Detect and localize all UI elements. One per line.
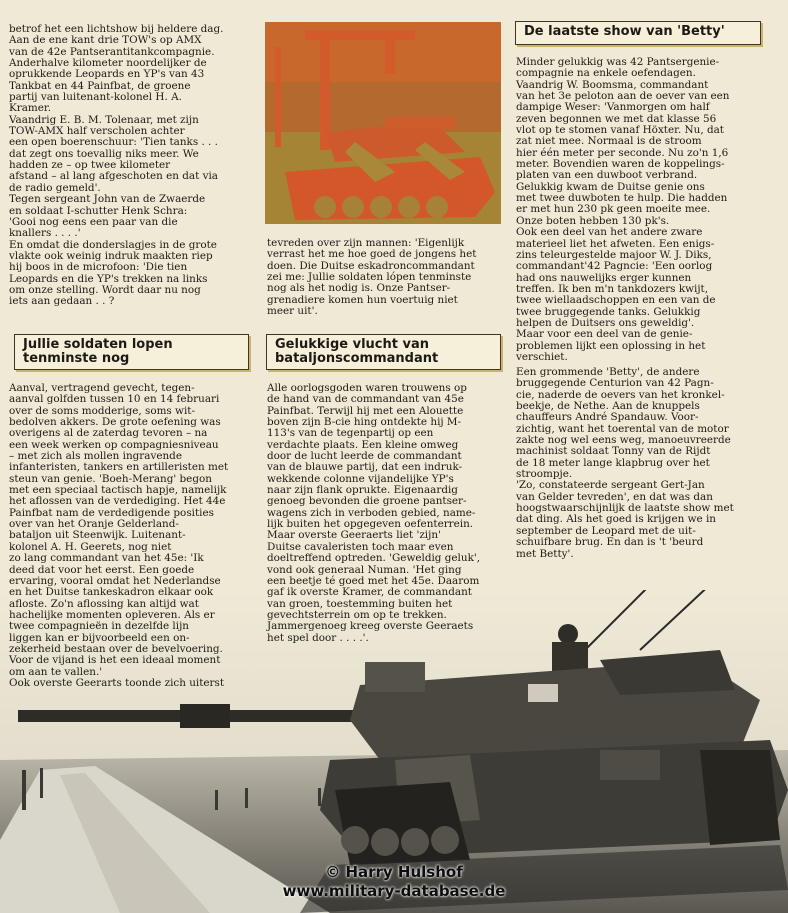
column-3-top-text: Minder gelukkig was 42 Pantsergenie- compagnie na enkele oefendagen. Vaandrig W. Boomsma, commandant van het 3e peloton aan de oever van een dampige Weser: 'Vanmorgen om half zeven begonnen we met dat klasse 56 vlot op te stomen vanaf Höxter. Nu, dat zat niet mee. Normaal is de stroom hier één meter per seconde. Nu zo'n 1,6 meter. Bovendien waren de koppelings- platen van een duwboot verbrand. Gelukkig kwam de Duitse genie ons met twee duwboten te hulp. Die hadden er met hun 230 pk geen moeite mee. Onze boten hebben 130 pk's. Ook een deel van het andere zware materieel liet het afweten. Een enigs- zins teleurgestelde majoor W. J. Diks, commandant'42 Pagncie: 'Een oorlog had ons nauwelijks erger kunnen treffen. Ik ben m'n tankdozers kwijt, twee wiellaadschoppen en een van de twee bruggegende tanks. Gelukkig helpen de Duitsers ons geweldig'. Maar voor een deel van de genie- problemen lijkt een oplossing in het verschiet. — [516, 56, 730, 363]
heading-betty-text: De laatste show van 'Betty' — [524, 24, 725, 39]
column-3-bottom-text: Een grommende 'Betty', de andere bruggegende Centurion van 42 Pagn- cie, naderde de oevers van het kronkel- beekje, de Nethe. Aan de knuppels chauffeurs André Spandauw. Voor- zichtig, want het toerental van de motor zakte nog wel eens weg, manoeuvreerde machinist soldaat Tonny van de Rijdt de 18 meter lange klapbrug over het stroompje. 'Zo, constateerde sergeant Gert-Jan van Gelder tevreden', en dat was dan hoogstwaarschijnlijk de laatste show met dat ding. Als het goed is krijgen we in september de Leopard met de uit- schuifbare brug. En dan is 't 'beurd met Betty'. — [516, 366, 734, 560]
column-2-top-text: tevreden over zijn mannen: 'Eigenlijk verrast het me hoe goed de jongens het doen. Die Duitse eskadroncommandant zei me: Jullie soldaten lópen tenminste nog als het nodig is. Onze Pantser- grenadiere komen hun voertuig niet meer uit'. — [267, 237, 477, 318]
column-2-bottom-text: Alle oorlogsgoden waren trouwens op de hand van de commandant van 45e Painfbat. Terwijl hij met een Alouette boven zijn B-cie hing ontdekte hij M- 113's van de tegenpartij op een verdachte plaats. Een kleine omweg door de lucht leerde de commandant van de blauwe partij, dat een indruk- wekkende colonne vijandelijke YP's naar zijn flank oprukte. Eigenaardig genoeg bevonden die groene pantser- wagens zich in verboden gebied, name- lijk buiten het opgegeven oefenterrein. Maar overste Geeraerts liet 'zijn' Duitse cavaleristen toch maar even doeltreffend optreden. 'Geweldig geluk', vond ook generaal Numan. 'Het ging een beetje té goed met het 45e. Daarom gaf ik overste Kramer, de commandant van groen, toestemming buiten het gevechtsterrein om op te trekken. Jammergenoeg kreeg overste Geeraets het spel door . . . .'. — [267, 382, 481, 644]
photo-tank-bridge-graphic — [265, 22, 501, 224]
photo-tank-bridge — [265, 22, 501, 224]
credit-website: www.military-database.de — [282, 882, 506, 900]
heading-jullie-soldaten-text: Jullie soldaten lopen tenminste nog — [23, 337, 173, 366]
column-1-bottom-text: Aanval, vertragend gevecht, tegen- aanval golfden tussen 10 en 14 februari over de soms modderige, soms wit- bedolven akkers. De grote oefening was overigens al de zaterdag tevoren – na een week werken op compagniesniveau – met zich als mollen ingravende infanteristen, tankers en artilleristen met steun van genie. 'Boeh-Merang' begon met een speciaal tactisch hapje, namelijk het aflossen van de verdediging. Het 44e Painfbat nam de verdedigende posities over van het Oranje Gelderland- bataljon uit Steenwijk. Luitenant- kolonel A. H. Geerets, nog niet zo lang commandant van het 45e: 'Ik deed dat voor het eerst. Een goede ervaring, vooral omdat het Nederlandse en het Duitse tankeskadron elkaar ook afloste. Zo'n aflossing kan altijd wat hachelijke momenten opleveren. Als er twee compagnieën in dezelfde lijn liggen kan er bijvoorbeeld een on- zekerheid bestaan over de bevelvoering. Voor de vijand is het een ideaal moment om aan te vallen.' Ook overste Geerarts toonde zich uiterst — [9, 382, 229, 689]
heading-betty — [515, 21, 761, 45]
heading-gelukkige-vlucht-text: Gelukkige vlucht van bataljonscommandant — [275, 337, 439, 366]
credit-copyright: © Harry Hulshof — [325, 863, 463, 881]
column-1-top-text: betrof het een lichtshow bij heldere dag. Aan de ene kant drie TOW's op AMX van de 42e Pantserantitankcompagnie. Anderhalve kilometer noordelijker de oprukkende Leopards en YP's van 43 Tankbat en 44 Painfbat, de groene partij van luitenant-kolonel H. A. Kramer. Vaandrig E. B. M. Tolenaar, met zijn TOW-AMX half verscholen achter een open boerenschuur: 'Tien tanks . . . dat zegt ons toevallig niks meer. We hadden ze – op twee kilometer afstand – al lang afgeschoten en dat via de radio gemeld'. Tegen sergeant John van de Zwaerde en soldaat I-schutter Henk Schra: 'Gooi nog eens een paar van die knallers . . . .' En omdat die donderslagjes in de grote vlakte ook weinig indruk maakten riep hij boos in de microfoon: 'Die tien Leopards en die YP's trekken na links om onze stelling. Wordt daar nu nog iets aan gedaan . . ? — [9, 23, 224, 308]
photo-credit — [0, 863, 788, 901]
heading-gelukkige-vlucht — [266, 334, 501, 370]
heading-jullie-soldaten — [14, 334, 249, 370]
